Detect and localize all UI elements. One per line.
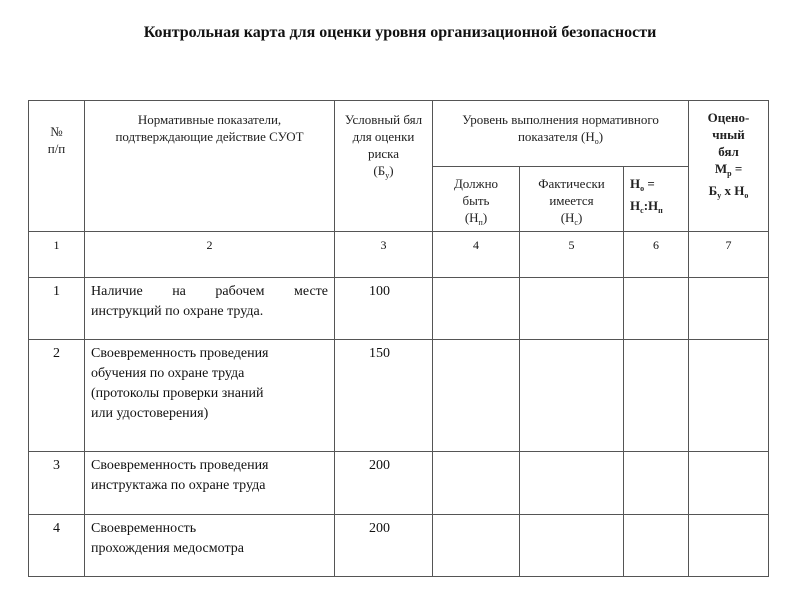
header-number-line1: № <box>50 124 63 139</box>
header-ratio-line2: $Н_с:Н_п$ <box>630 198 663 215</box>
header-ratio-line1: $Н_о$ = <box>630 176 655 193</box>
row-estimate-cell[interactable] <box>689 452 769 515</box>
header-estimate-line1: Оцено- <box>707 110 750 125</box>
header-should-be <box>433 167 520 232</box>
row-ratio-cell[interactable] <box>624 452 689 515</box>
row-indicator-line: Своевременность проведения <box>91 458 269 473</box>
row-indicator <box>85 340 335 452</box>
column-numbers-row <box>29 232 769 278</box>
row-actual-cell[interactable] <box>520 515 624 577</box>
row-estimate-cell[interactable] <box>689 278 769 340</box>
row-actual-cell[interactable] <box>520 340 624 452</box>
header-risk-score <box>335 101 433 232</box>
header-row <box>29 101 769 167</box>
row-should-be-cell[interactable] <box>433 340 520 452</box>
row-indicator-line: или удостоверения) <box>91 406 209 421</box>
row-estimate-cell[interactable] <box>689 340 769 452</box>
table-row <box>29 515 769 577</box>
row-estimate-cell[interactable] <box>689 515 769 577</box>
row-actual-cell[interactable] <box>520 452 624 515</box>
row-indicator-line: обучения по охране труда <box>91 366 245 381</box>
page-title: Контрольная карта для оценки уровня организационной безопасности <box>143 24 657 41</box>
row-indicator-line: прохождения медосмотра <box>91 541 244 556</box>
row-should-be-cell[interactable] <box>433 515 520 577</box>
header-should-line1: Должно <box>453 176 499 191</box>
header-ratio <box>624 167 689 232</box>
row-number: 3 <box>29 452 85 515</box>
row-score: 200 <box>335 452 433 515</box>
header-estimate-line3: бял <box>718 144 739 159</box>
row-ratio-cell[interactable] <box>624 340 689 452</box>
header-estimate <box>689 101 769 232</box>
row-indicator-line: Наличие на рабочем месте <box>91 284 328 299</box>
header-risk-score-text: Условный бял для оценки риска <box>344 112 423 161</box>
row-score: 100 <box>335 278 433 340</box>
column-number: 1 <box>29 232 85 278</box>
row-indicator <box>85 452 335 515</box>
table-row <box>29 278 769 340</box>
header-estimate-formula-b: $Б_у$ х $Н_о$ <box>708 183 749 200</box>
column-number: 5 <box>520 232 624 278</box>
column-number: 4 <box>433 232 520 278</box>
row-score: 150 <box>335 340 433 452</box>
row-indicator <box>85 515 335 577</box>
row-actual-cell[interactable] <box>520 278 624 340</box>
row-should-be-cell[interactable] <box>433 278 520 340</box>
header-actual-symbol: $(Н_с)$ <box>560 210 583 227</box>
header-actual <box>520 167 624 232</box>
column-number: 6 <box>624 232 689 278</box>
header-risk-score-symbol: $(Б_у)$ <box>373 163 394 180</box>
header-estimate-formula-m: $М_р$ = <box>714 161 743 178</box>
header-estimate-line2: чный <box>712 127 745 142</box>
row-should-be-cell[interactable] <box>433 452 520 515</box>
row-ratio-cell[interactable] <box>624 515 689 577</box>
row-number: 2 <box>29 340 85 452</box>
row-indicator-line: Своевременность проведения <box>91 346 269 361</box>
safety-checklist-table <box>28 100 769 577</box>
header-should-line2: быть <box>462 193 490 208</box>
header-number <box>29 101 85 232</box>
header-level-text: Уровень выполнения нормативного показателя (Н <box>462 112 659 144</box>
row-score: 200 <box>335 515 433 577</box>
row-indicator-line: инструктажа по охране труда <box>91 478 266 493</box>
column-number: 7 <box>689 232 769 278</box>
column-number: 3 <box>335 232 433 278</box>
row-indicator-line: инструкций по охране труда. <box>91 304 264 319</box>
row-number: 1 <box>29 278 85 340</box>
row-indicator-line: Своевременность <box>91 521 197 536</box>
row-number: 4 <box>29 515 85 577</box>
row-indicator-line: (протоколы проверки знаний <box>91 386 264 401</box>
header-level: Уровень выполнения нормативного показателя $(Н_о)$ <box>433 101 689 167</box>
header-indicators <box>85 101 335 232</box>
header-should-symbol: $(Н_п)$ <box>464 210 488 227</box>
header-number-line2: п/п <box>47 141 66 156</box>
header-indicators-text: Нормативные показатели, подтверждающие действие СУОТ <box>115 112 304 144</box>
table-row <box>29 452 769 515</box>
table-row <box>29 340 769 452</box>
header-actual-line2: имеется <box>549 193 594 208</box>
row-ratio-cell[interactable] <box>624 278 689 340</box>
header-actual-line1: Фактически <box>538 176 605 191</box>
column-number: 2 <box>85 232 335 278</box>
row-indicator <box>85 278 335 340</box>
